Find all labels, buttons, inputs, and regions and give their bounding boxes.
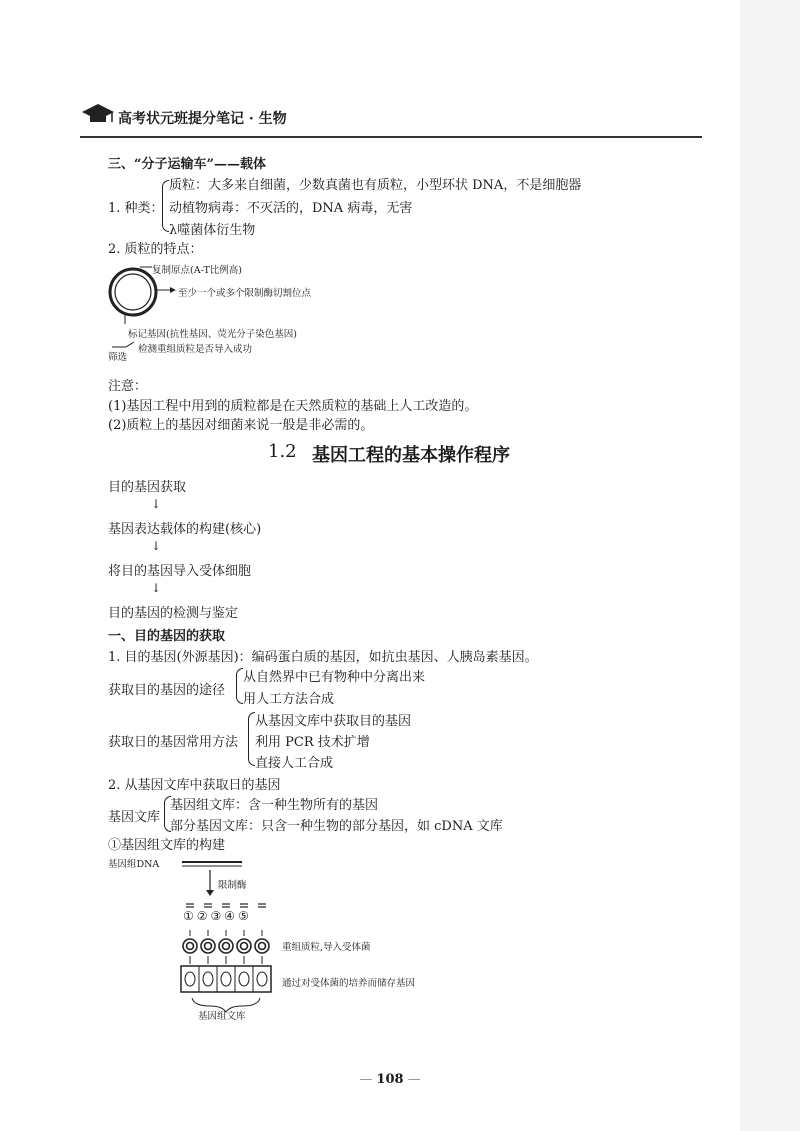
plasmid-label: 2. 质粒的特点： bbox=[108, 242, 203, 257]
recombinant-label: 重组质粒,导入受体菌 bbox=[282, 942, 371, 953]
way-item: 用人工方法合成 bbox=[243, 692, 335, 707]
method-item: 利用 PCR 技术扩增 bbox=[255, 735, 370, 750]
type-item: 动植物病毒：不灭活的，DNA 病毒，无害 bbox=[169, 201, 413, 216]
subsection: 2. 从基因文库中获取日的基因 bbox=[108, 778, 281, 793]
section-number: 1.2 bbox=[268, 441, 297, 462]
brace bbox=[162, 180, 169, 232]
type-item: λ噬菌体衍生物 bbox=[169, 223, 256, 238]
type-item: 质粒：大多来自细菌，少数真菌也有质粒，小型环状 DNA，不是细胞器 bbox=[169, 178, 582, 193]
fragment-number: ② bbox=[196, 909, 211, 923]
page-header-title: 高考状元班提分笔记 · 生物 bbox=[118, 111, 287, 127]
brace bbox=[248, 712, 255, 766]
dna-label: 基因组DNA bbox=[108, 859, 160, 870]
methods-label: 获取日的基因常用方法 bbox=[108, 735, 239, 750]
part-heading: 一、目的基因的获取 bbox=[108, 629, 226, 644]
gene-definition: 1. 目的基因(外源基因)：编码蛋白质的基因，如抗虫基因、人胰岛素基因。 bbox=[108, 650, 538, 665]
screen-label: 筛选 bbox=[108, 352, 128, 363]
flow-step: 目的基因的检测与鉴定 bbox=[108, 606, 239, 621]
down-arrow-icon: ↓ bbox=[151, 581, 162, 595]
fragment-number: ⑤ bbox=[238, 909, 252, 923]
types-label: 1. 种类： bbox=[108, 201, 164, 216]
down-arrow-icon: ↓ bbox=[151, 539, 162, 553]
enzyme-label: 限制酶 bbox=[218, 880, 247, 891]
sites-label: 至少一个或多个限制酶切割位点 bbox=[178, 288, 312, 299]
check-label: 检测重组质粒是否导入成功 bbox=[138, 344, 253, 355]
marker-label: 标记基因(抗性基因、荧光分子染色基因) bbox=[128, 329, 297, 340]
section-heading: 三、“分子运输车”——载体 bbox=[108, 157, 266, 172]
flow-step: 基因表达载体的构建(核心) bbox=[108, 522, 262, 537]
method-item: 从基因文库中获取目的基因 bbox=[255, 714, 412, 729]
flow-step: 将目的基因导入受体细胞 bbox=[108, 564, 252, 579]
down-arrow-icon: ↓ bbox=[151, 497, 162, 511]
note-item: (2)质粒上的基因对细菌来说一般是非必需的。 bbox=[108, 418, 374, 433]
fragment-number: ④ bbox=[224, 909, 239, 923]
brace bbox=[236, 668, 243, 704]
library-item: 基因组文库：含一种生物所有的基因 bbox=[170, 798, 379, 813]
fragment-number: ① bbox=[183, 909, 197, 923]
subsection: ①基因组文库的构建 bbox=[108, 838, 226, 853]
page-number: — 108 — bbox=[359, 1072, 421, 1087]
origin-label: 复制原点(A-T比例高) bbox=[152, 265, 242, 276]
library-label: 基因文库 bbox=[108, 810, 161, 825]
fragment-numbers bbox=[183, 909, 252, 923]
library-item: 部分基因文库：只含一种生物的部分基因，如 cDNA 文库 bbox=[170, 819, 503, 834]
flow-step: 目的基因获取 bbox=[108, 480, 187, 495]
fragment-number: ③ bbox=[210, 909, 225, 923]
scan-edge-shadow bbox=[740, 0, 800, 1131]
page-number-value: 108 bbox=[376, 1072, 404, 1087]
header-rule bbox=[80, 136, 702, 138]
way-item: 从自然界中已有物种中分离出来 bbox=[243, 670, 426, 685]
graduation-cap-icon bbox=[78, 98, 118, 128]
ways-label: 获取目的基因的途径 bbox=[108, 683, 226, 698]
library-caption: 基因组文库 bbox=[198, 1011, 246, 1022]
note-title: 注意： bbox=[108, 379, 148, 394]
section-title: 基因工程的基本操作程序 bbox=[312, 445, 510, 466]
store-label: 通过对受体菌的培养而储存基因 bbox=[282, 978, 416, 989]
method-item: 直接人工合成 bbox=[255, 756, 334, 771]
note-item: (1)基因工程中用到的质粒都是在天然质粒的基础上人工改造的。 bbox=[108, 399, 478, 414]
